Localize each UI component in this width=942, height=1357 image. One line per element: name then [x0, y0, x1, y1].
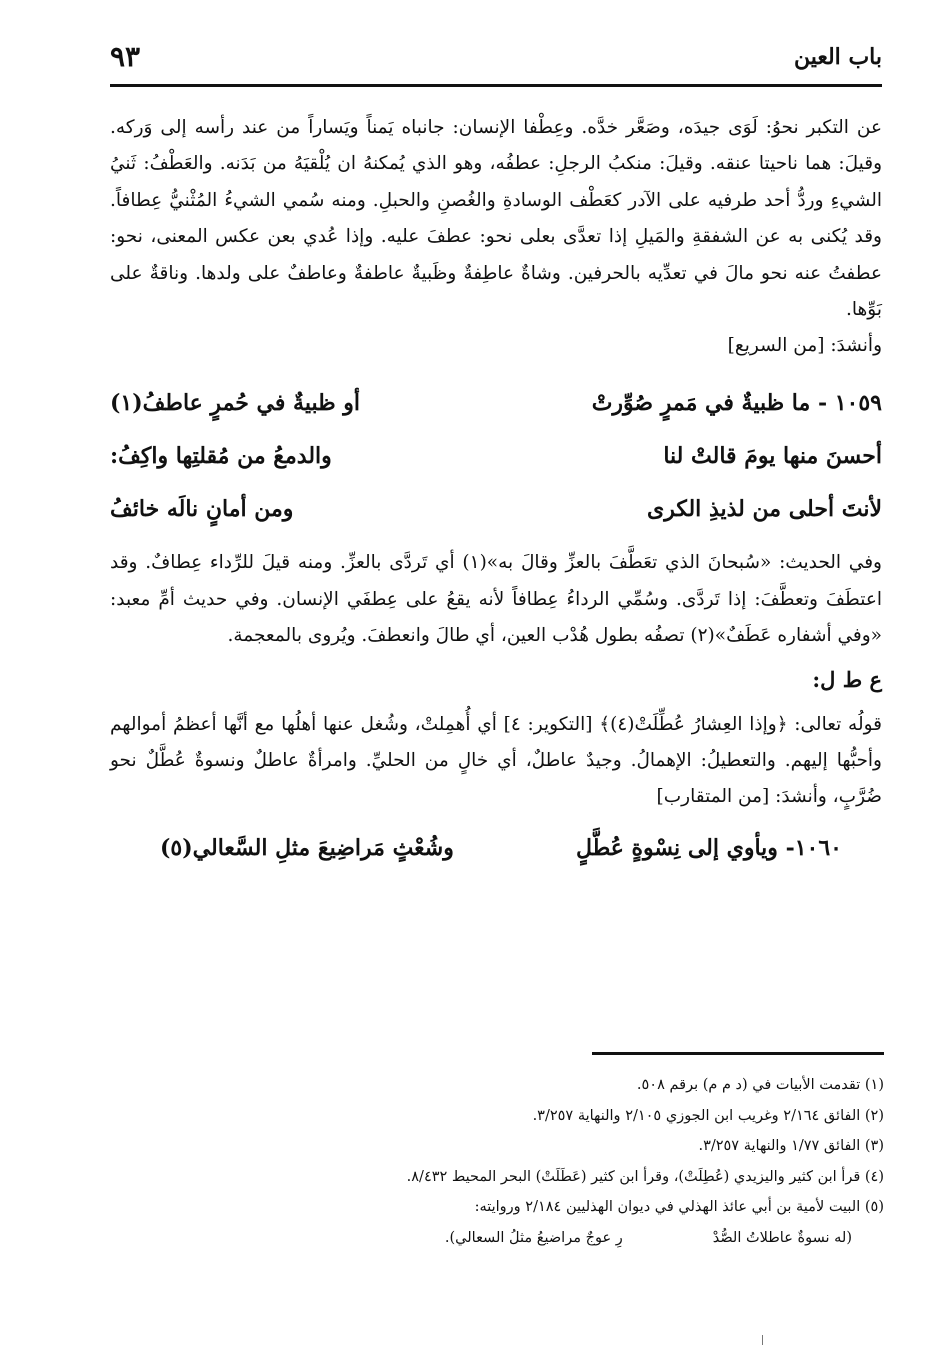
- footnote: (١) تقدمت الأبيات في (د م م) برقم ٥٠٨.: [636, 1077, 884, 1093]
- footnote-separator: [592, 1052, 884, 1055]
- section-heading: ع ط ل:: [812, 666, 882, 692]
- scan-mark: [762, 1335, 763, 1345]
- poem-1059: [110, 376, 882, 535]
- paragraph-1: عن التكبر نحوُ: لَوَى جيدَه، وصَعَّر خدَّه. وعِطْفا الإنسان: جانباه يَمناً ويَساراً من عند رأسه إلى وَركه. وقيلَ: هما ناحيتا عنقه. وقيلَ: منكبُ الرجلِ: عطفُه، وهو الذي يُمكنهُ ان يُلْقيَهُ من بَدَنه. والعَطْفُ: ثَنيُ الشيءِ وردُّ أحد طرفيه على الآدر كعَطْف الوسادةِ والغُصنِ والحبلِ. ومنه سُمي الشيءُ المُثْنيُّ عِطافاً. وقد يُكنى به عن الشفقةِ والمَيلِ إذا تعدَّى بعلى نحو: عطفَ عليه. وإذا عُدي بعن عكس المعنى، نحو: عطفتُ عنه نحو مالَ في تعدِّيه بالحرفين. وشاةٌ عاطِفةٌ وظَبيةٌ عاطفةٌ وعاطفٌ على ولدها. وناقةٌ على بَوِّها.: [110, 117, 882, 321]
- verse-row: [110, 482, 882, 535]
- footnote-quote-left: رِ عوجٌ مراضيعُ مثلُ السعالي).: [444, 1229, 623, 1246]
- main-text: [110, 110, 882, 874]
- verse-hemistich-left: والدمعُ من مُقلتِها واكِفُ:: [110, 442, 332, 469]
- paragraph-2: وفي الحديث: «سُبحانَ الذي تعَطَّفَ بالعزِّ وقالَ به»(١) أي تَردَّى بالعزِّ. ومنه قيلَ للرِّداء عِطافٌ. وقد اعتطَفَ وتعطَّفَ: إذا تَردَّى. وسُمِّي الرداءُ عِطافاً لأنه يقعُ على عِطفَي الإنسان. وفي حديث أمِّ معبد: «وفي أشفاره عَطَفٌ»(٢) تصفُه بطول هُدْب العين، أي طالَ وانعطفَ. ويُروى بالمعجمة.: [110, 552, 882, 647]
- footnotes: [120, 1070, 884, 1253]
- footnote: (٤) قرأ ابن كثير واليزيدي (عُطِلَتْ)، وقرأ ابن كثير (عَطَلَتْ) البحر المحيط ٨/٤٣٢.: [406, 1168, 884, 1185]
- footnote: (٢) الفائق ٢/١٦٤ وغريب ابن الجوزي ٢/١٠٥ والنهاية ٣/٢٥٧.: [532, 1107, 884, 1124]
- verse-hemistich-right: ١٠٦٠- ويأوي إلى نِسْوةٍ عُطَّلٍ: [576, 834, 842, 861]
- verse-hemistich-left: ومن أمانٍ نالَه خائفُ: [110, 495, 294, 522]
- footnote: (٥) البيت لأمية بن أبي عائذ الهذلي في ديوان الهذليين ٢/١٨٤ وروايته:: [474, 1199, 884, 1215]
- footnote-quote: [120, 1223, 884, 1253]
- verse-hemistich-right: لأنتَ أحلى من لذيذِ الكرى: [646, 495, 882, 522]
- footnote: (٣) الفائق ١/٧٧ والنهاية ٣/٢٥٧.: [698, 1138, 884, 1154]
- verse-hemistich-right: أحسنَ منها يومَ قالتْ لنا: [663, 442, 882, 469]
- page-number: ٩٣: [110, 40, 141, 73]
- verse-row: [110, 376, 882, 429]
- chapter-title: باب العين: [793, 44, 882, 70]
- verse-hemistich-left: وشُعْثٍ مَراضِيعَ مثلِ السَّعالي(٥): [160, 834, 454, 861]
- verse-hemistich-right: ١٠٥٩ - ما ظبيةٌ في مَمرٍ صُوِّرتْ: [591, 389, 882, 416]
- paragraph-3: قولُه تعالى: ﴿وإذا العِشارُ عُطِّلَتْ(٤)﴾ [التكوير: ٤] أي أُهمِلتْ، وشُغل عنها أهلُها مع أنَّها أعظمُ أموالهم وأحبُّها إليهم. والتعطيلُ: الإهمالُ. وجيدٌ عاطلٌ، أي خالٍ من الحليِّ. وامرأةٌ عاطلٌ ونسوةٌ عُطَّلٌ نحو ضُرَّبٍ، وأنشدَ: [من المتقارب]: [110, 713, 882, 808]
- verse-hemistich-left: أو ظبيةٌ في حُمرٍ عاطفُ(١): [110, 389, 361, 416]
- meter-label-1: وأنشدَ: [من السريع]: [727, 335, 882, 357]
- page-header: [110, 38, 882, 87]
- footnote-quote-right: (له نسوةٌ عاطلاتُ الصُّدْ: [712, 1229, 852, 1246]
- poem-1060: [110, 822, 882, 874]
- verse-row: [110, 429, 882, 482]
